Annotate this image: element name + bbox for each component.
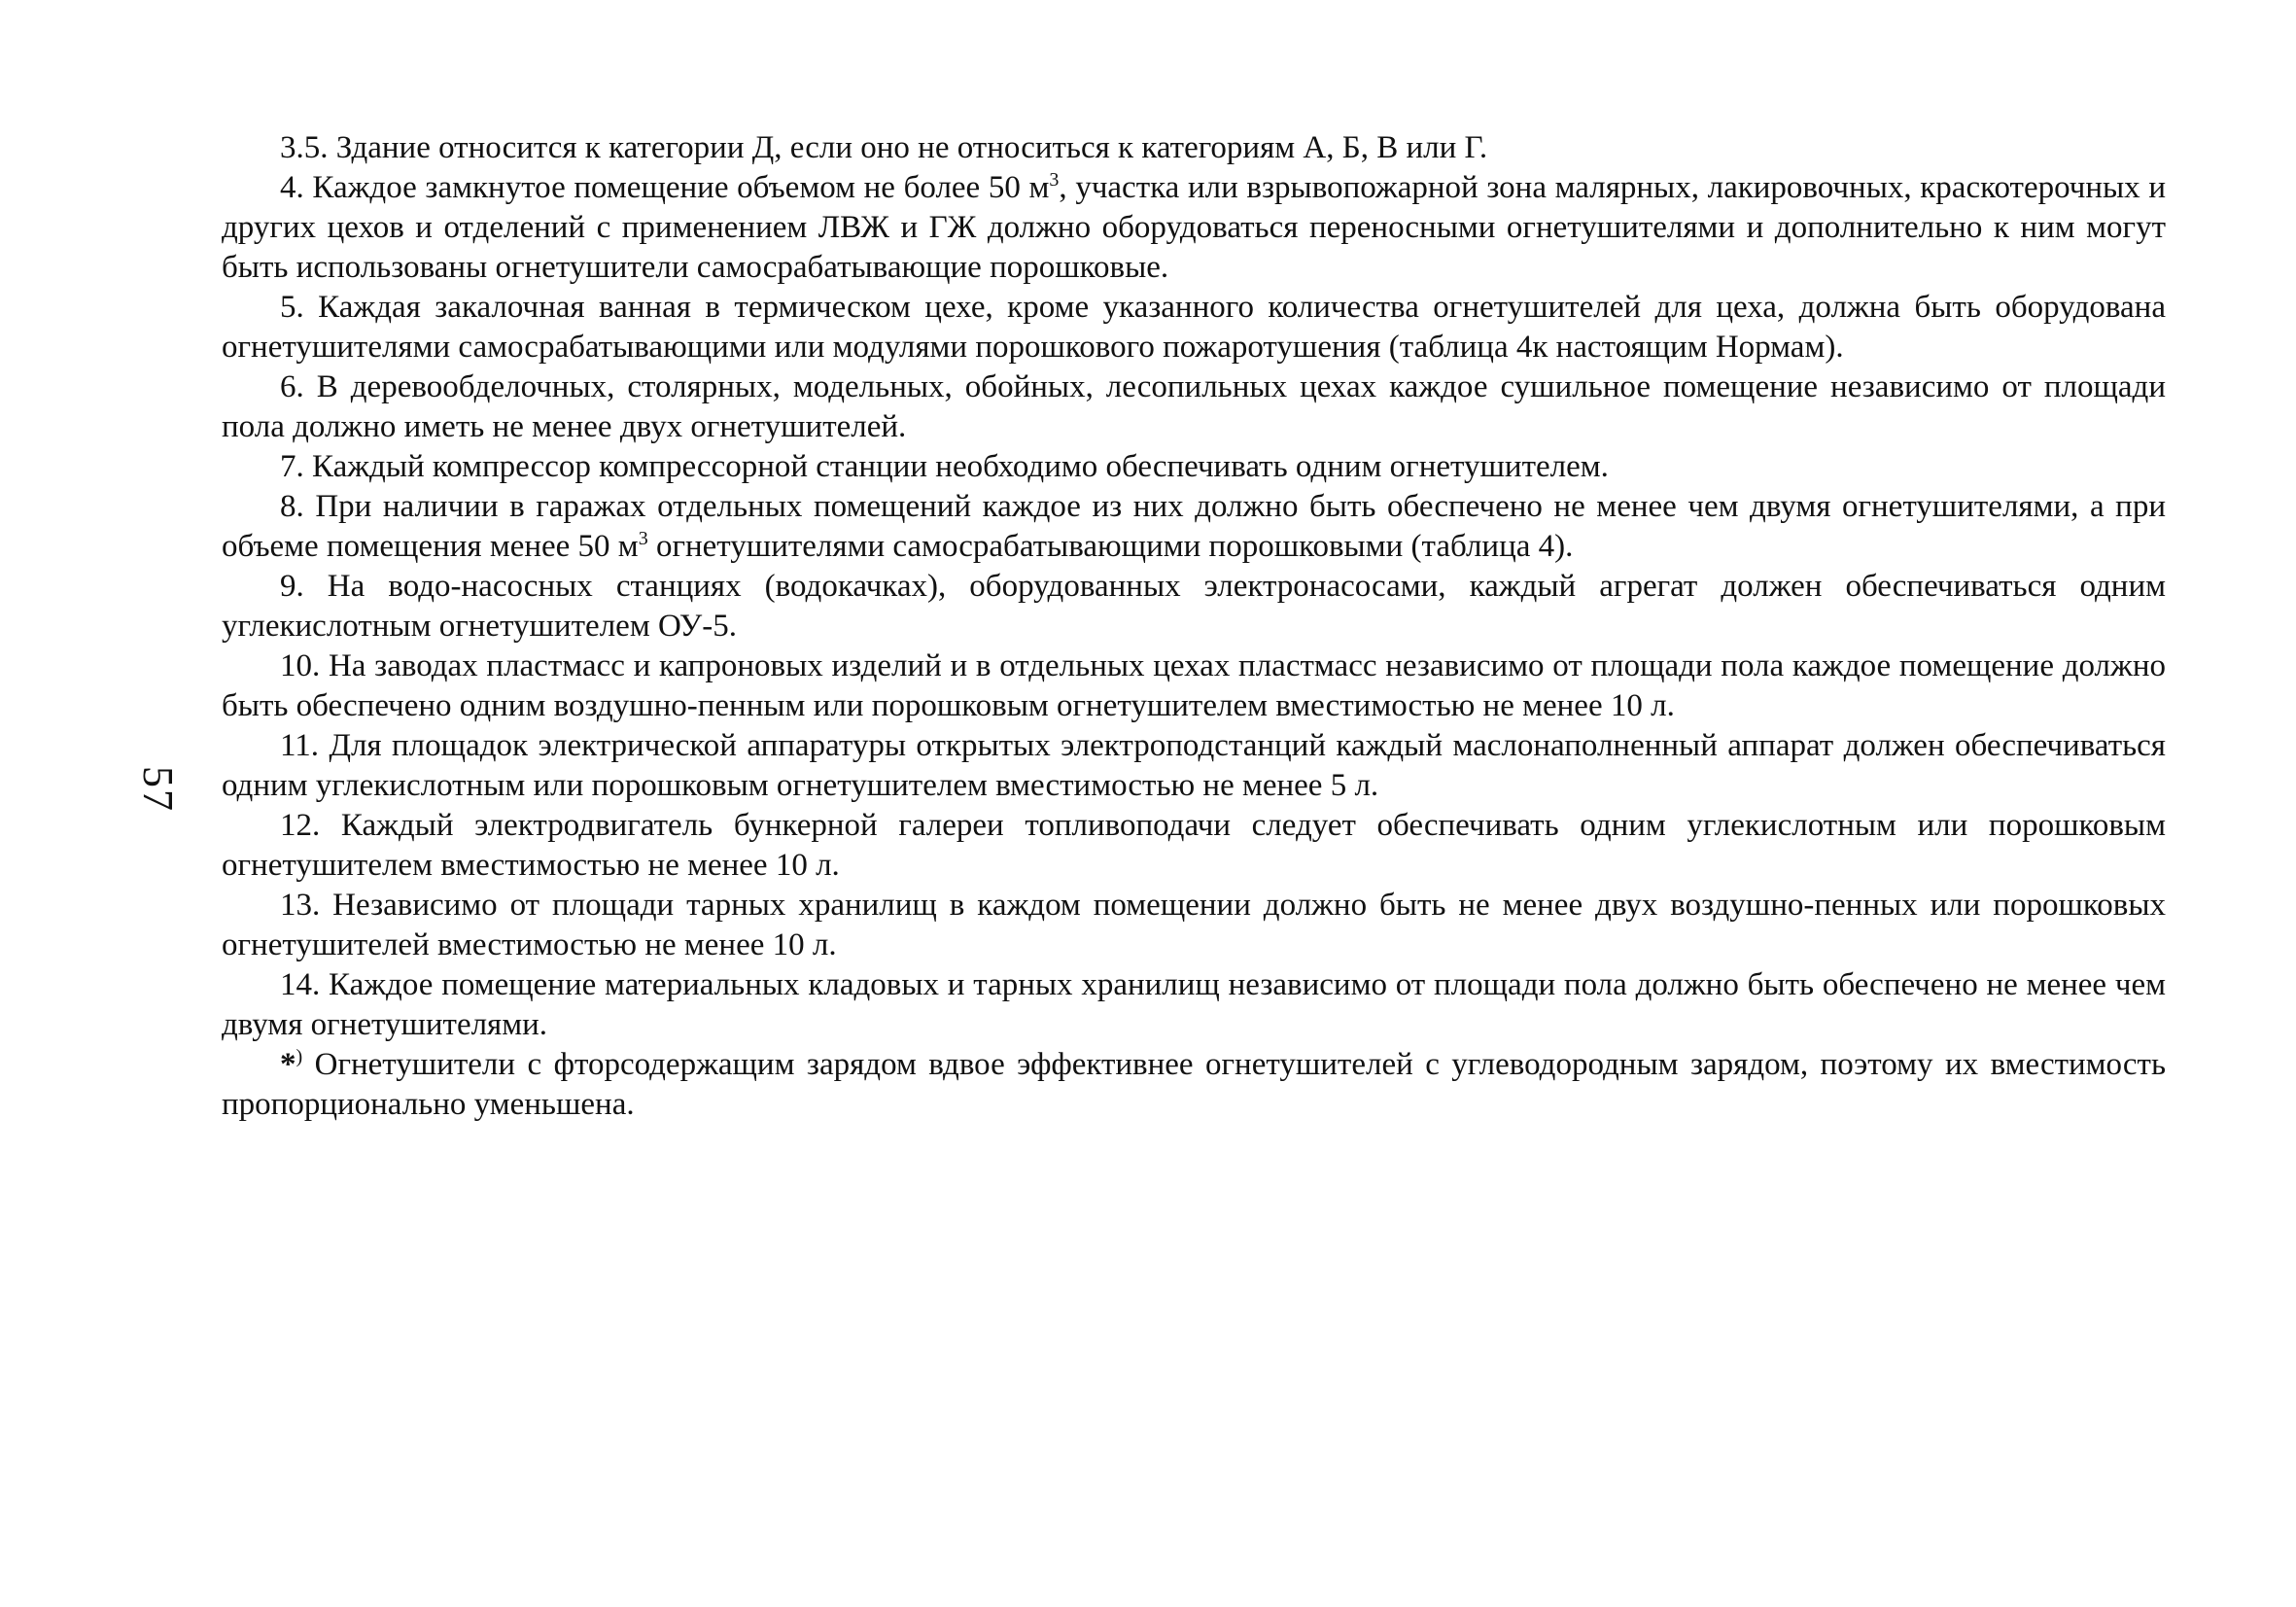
paragraph-text: 6. В деревообделочных, столярных, модельных, обойных, лесопильных цехах каждое сушильное помещение независимо от площади пола должно иметь не менее двух огнетушителей.	[222, 369, 2166, 444]
paragraph-text: 8. При наличии в гаражах отдельных помещений каждое из них должно быть обеспечено не менее чем двумя огнетушителями, а при объеме помещения менее 50 м	[222, 489, 2166, 564]
superscript: )	[296, 1046, 303, 1067]
paragraph-p14	[222, 965, 2166, 1045]
paragraph-text: огнетушителями самосрабатывающими порошковыми (таблица 4).	[647, 529, 1574, 564]
superscript: 3	[638, 528, 648, 549]
paragraph-text: 11. Для площадок электрической аппаратуры открытых электроподстанций каждый маслонаполненный аппарат должен обеспечиваться одним углекислотным или порошковым огнетушителем вместимостью не менее 5 л.	[222, 728, 2166, 803]
superscript: 3	[1049, 169, 1060, 191]
paragraph-text: 14. Каждое помещение материальных кладовых и тарных хранилищ независимо от площади пола должно быть обеспечено не менее чем двумя огнетушителями.	[222, 967, 2166, 1042]
paragraph-p7	[222, 447, 2166, 487]
paragraph-p11	[222, 726, 2166, 806]
footnote-paragraph	[222, 1045, 2166, 1125]
paragraph-text: 4. Каждое замкнутое помещение объемом не более 50 м	[280, 170, 1050, 205]
paragraph-p10	[222, 646, 2166, 726]
paragraph-p8	[222, 487, 2166, 567]
paragraph-text: , участка или взрывопожарной зона малярных, лакировочных, краскотерочных и других цехов и отделений с применением ЛВЖ и ГЖ должно оборудоваться переносными огнетушителями и дополнительно к ним могут быть использованы огнетушители самосрабатывающие порошковые.	[222, 170, 2166, 285]
footnote-mark: *	[280, 1047, 296, 1082]
paragraph-text: Огнетушители с фторсодержащим зарядом вдвое эффективнее огнетушителей с углеводородным зарядом, поэтому их вместимость пропорционально уменьшена.	[222, 1047, 2166, 1122]
paragraph-text: 5. Каждая закалочная ванная в термическом цехе, кроме указанного количества огнетушителей для цеха, должна быть оборудована огнетушителями самосрабатывающими или модулями порошкового пожаротушения (таблица 4к настоящим Нормам).	[222, 290, 2166, 365]
paragraph-text: 13. Независимо от площади тарных хранилищ в каждом помещении должно быть не менее двух воздушно-пенных или порошковых огнетушителей вместимостью не менее 10 л.	[222, 888, 2166, 962]
page-number: 57	[134, 766, 182, 813]
paragraph-p6	[222, 367, 2166, 447]
paragraph-p13	[222, 886, 2166, 965]
paragraph-text: 12. Каждый электродвигатель бункерной галереи топливоподачи следует обеспечивать одним углекислотным или порошковым огнетушителем вместимостью не менее 10 л.	[222, 808, 2166, 883]
paragraph-p12	[222, 806, 2166, 886]
document-body	[222, 128, 2166, 1125]
paragraph-p5	[222, 288, 2166, 367]
paragraph-text: 7. Каждый компрессор компрессорной станции необходимо обеспечивать одним огнетушителем.	[280, 449, 1609, 484]
paragraph-p9	[222, 567, 2166, 646]
paragraph-p4	[222, 168, 2166, 288]
paragraph-text: 3.5. Здание относится к категории Д, если оно не относиться к категориям А, Б, В или Г.	[280, 130, 1488, 165]
paragraph-text: 10. На заводах пластмасс и капроновых изделий и в отдельных цехах пластмасс независимо от площади пола каждое помещение должно быть обеспечено одним воздушно-пенным или порошковым огнетушителем вместимостью не менее 10 л.	[222, 648, 2166, 723]
paragraph-p3_5	[222, 128, 2166, 168]
paragraph-text: 9. На водо-насосных станциях (водокачках), оборудованных электронасосами, каждый агрегат должен обеспечиваться одним углекислотным огнетушителем ОУ-5.	[222, 569, 2166, 644]
